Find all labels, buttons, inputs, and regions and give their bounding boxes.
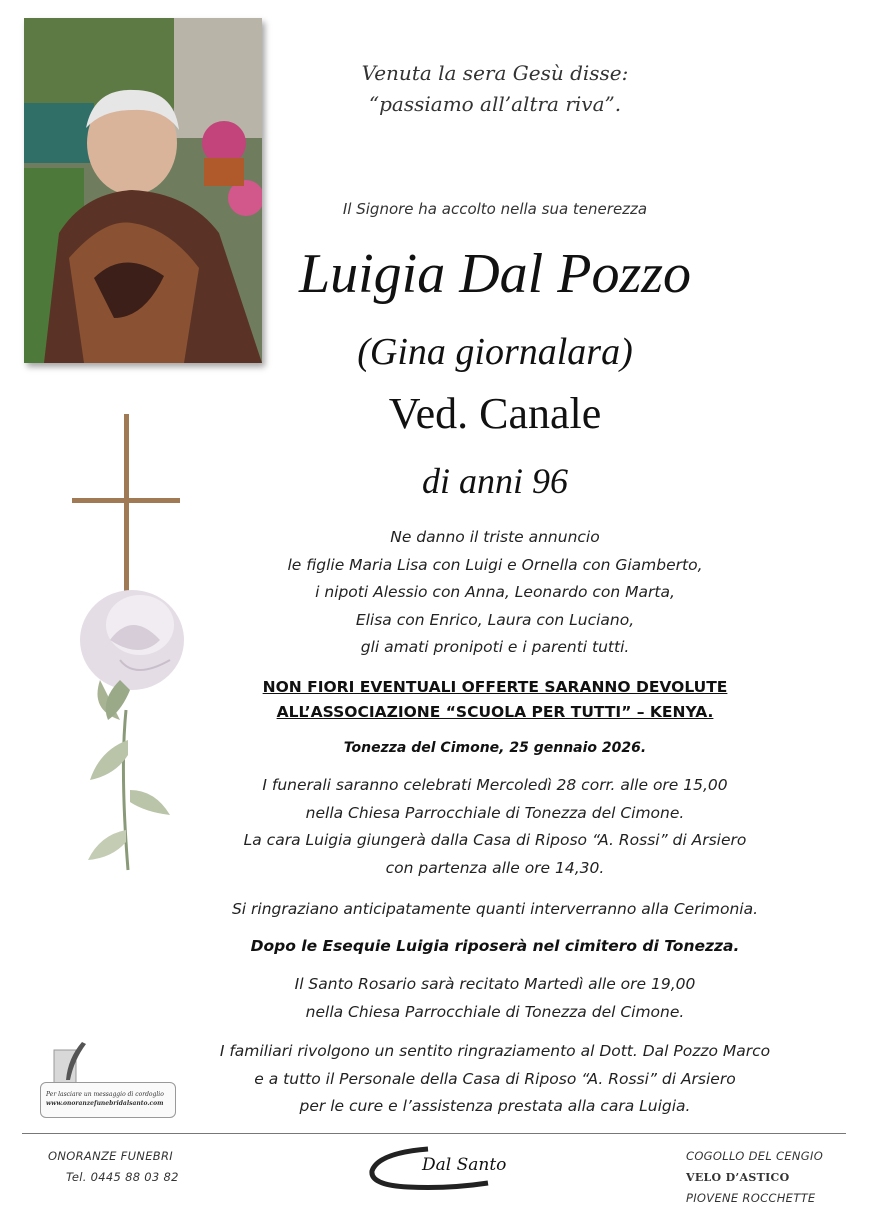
announcement-line: Ne danno il triste annuncio: [390, 528, 600, 546]
announcement-line: Elisa con Enrico, Laura con Luciano,: [355, 610, 635, 629]
burial-notice: Dopo le Esequie Luigia riposerà nel cimitero di Tonezza.: [250, 937, 740, 955]
condolence-text: Per lasciare un messaggio di cordoglio: [46, 1091, 164, 1098]
condolence-url[interactable]: www.onoranzefunebridalsanto.com: [46, 1100, 164, 1107]
rosary-line: nella Chiesa Parrocchiale di Tonezza del Cimone.: [305, 1002, 685, 1021]
footer-location-1: COGOLLO DEL CENGIO: [686, 1149, 824, 1163]
funeral-line: La cara Luigia giungerà dalla Casa di Riposo “A. Rossi” di Arsiero: [243, 831, 747, 849]
quill-icon: [48, 1040, 88, 1088]
funeral-line: I funerali saranno celebrati Mercoledì 28 corr. alle ore 15,00: [262, 776, 728, 794]
funeral-line: nella Chiesa Parrocchiale di Tonezza del Cimone.: [305, 803, 685, 822]
footer-phone: Tel. 0445 88 03 82: [66, 1170, 179, 1184]
acknowledgement-line: I familiari rivolgono un sentito ringraziamento al Dott. Dal Pozzo Marco: [219, 1042, 771, 1060]
place-date: Tonezza del Cimone, 25 gennaio 2026.: [343, 740, 647, 756]
deceased-name: Luigia Dal Pozzo: [298, 243, 692, 305]
announcement-line: le figlie Maria Lisa con Luigi e Ornella con Giamberto,: [287, 555, 703, 574]
cross-and-rose-decoration: [60, 410, 200, 880]
gospel-quote: [200, 58, 790, 120]
dal-santo-logo: [368, 1143, 518, 1191]
acknowledgement-line: e a tutto il Personale della Casa di Riposo “A. Rossi” di Arsiero: [254, 1069, 736, 1088]
deceased-nickname: (Gina giornalara): [357, 331, 633, 373]
footer-divider: [22, 1133, 846, 1134]
intro-text: Il Signore ha accolto nella sua tenerezza: [342, 200, 648, 218]
quote-line-1: Venuta la sera Gesù disse:: [361, 61, 629, 85]
condolence-box[interactable]: [40, 1040, 176, 1120]
widow-of: Ved. Canale: [388, 389, 602, 438]
footer-location-2: VELO D’ASTICO: [686, 1171, 790, 1184]
donation-line: NON FIORI EVENTUALI OFFERTE SARANNO DEVOLUTE: [262, 678, 728, 696]
footer-location-3: PIOVENE ROCCHETTE: [686, 1191, 816, 1205]
donation-notice: [200, 675, 790, 725]
footer-right: [686, 1146, 846, 1209]
rosary-line: Il Santo Rosario sarà recitato Martedì alle ore 19,00: [294, 975, 696, 993]
funeral-line: con partenza alle ore 14,30.: [385, 858, 605, 877]
thanks-ceremony: Si ringraziano anticipatamente quanti interverranno alla Cerimonia.: [231, 900, 759, 918]
footer-left: [48, 1146, 188, 1188]
quote-line-2: “passiamo all’altra riva”.: [368, 92, 622, 116]
deceased-age: di anni 96: [421, 461, 568, 501]
acknowledgement-line: per le cure e l’assistenza prestata alla cara Luigia.: [299, 1097, 691, 1115]
announcement: [200, 524, 790, 662]
funeral-details: [200, 772, 790, 882]
footer-company: ONORANZE FUNEBRI: [48, 1149, 173, 1163]
rosary-details: [200, 971, 790, 1026]
donation-line: ALL’ASSOCIAZIONE “SCUOLA PER TUTTI” – KENYA.: [276, 703, 714, 721]
logo-text: Dal Santo: [422, 1155, 507, 1175]
announcement-line: i nipoti Alessio con Anna, Leonardo con Marta,: [315, 583, 675, 601]
acknowledgements: [180, 1038, 810, 1121]
announcement-line: gli amati pronipoti e i parenti tutti.: [360, 638, 630, 656]
